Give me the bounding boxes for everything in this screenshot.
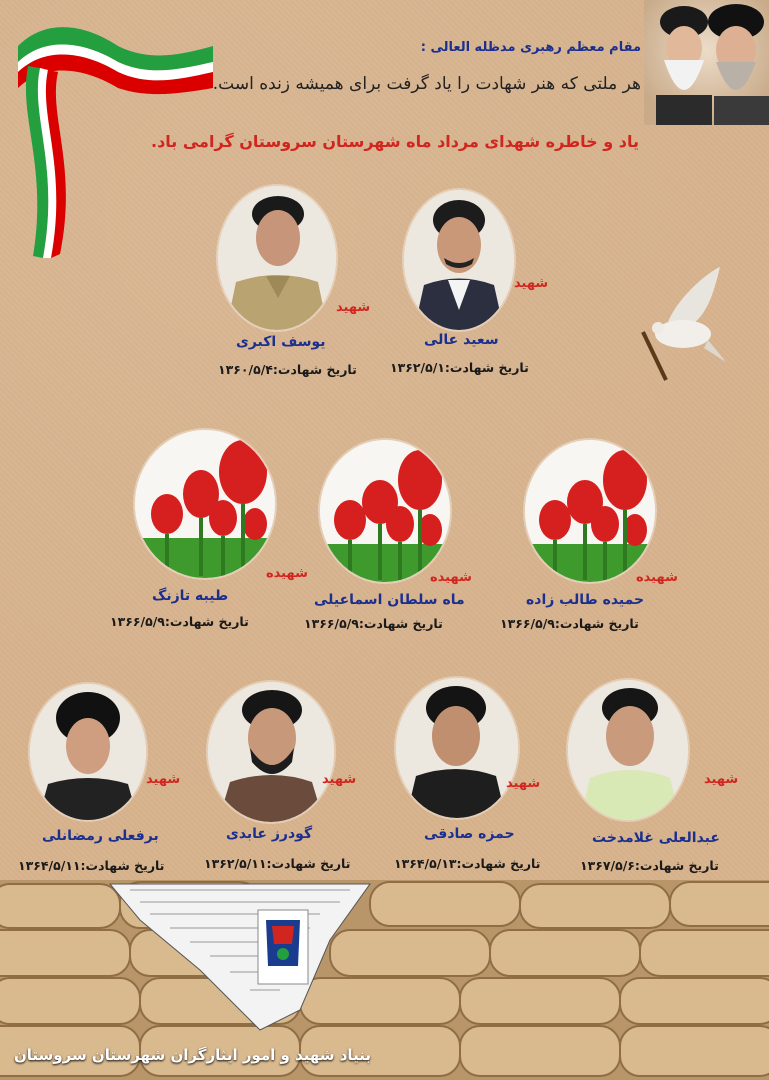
martyr-photo <box>320 440 450 582</box>
martyr-date: تاریخ شهادت:۱۳۶۲/۵/۱۱ <box>204 856 351 871</box>
martyr-name: ماه سلطان اسماعیلی <box>314 592 465 608</box>
martyr-rank: شهیده <box>636 570 678 585</box>
martyr-rank: شهید <box>336 300 371 315</box>
martyr-photo <box>568 680 688 820</box>
martyr-name: سعید عالی <box>424 332 499 348</box>
martyr-rank: شهید <box>506 776 541 791</box>
martyr-date: تاریخ شهادت:۱۳۶۴/۵/۱۱ <box>18 858 165 873</box>
martyr-photo <box>396 678 518 818</box>
martyr-rank: شهیده <box>430 570 472 585</box>
quote-attribution: مقام معظم رهبری مدظله العالی : <box>420 40 641 55</box>
martyr-name: یوسف اکبری <box>236 334 326 350</box>
martyr-photo <box>525 440 655 582</box>
martyr-photo <box>208 682 334 822</box>
martyr-photo <box>218 186 336 330</box>
martyr-name: برفعلی رمضانلی <box>42 828 159 844</box>
portrait-man-uniform-icon <box>218 186 336 330</box>
portrait-young-man-icon <box>568 680 688 820</box>
red-tulips-icon <box>320 440 450 582</box>
foundation-logo-icon <box>258 910 308 984</box>
martyr-date: تاریخ شهادت:۱۳۶۰/۵/۴ <box>218 362 357 377</box>
portrait-man-suit-icon <box>404 190 514 330</box>
martyr-name: طیبه تازنگ <box>152 588 229 604</box>
portrait-young-man-icon <box>30 684 146 820</box>
martyr-rank: شهید <box>514 276 549 291</box>
portrait-young-man-icon <box>396 678 518 818</box>
portrait-bearded-man-icon <box>208 682 334 822</box>
poster-headline: یاد و خاطره شهدای مرداد ماه شهرستان سروستان گرامی باد. <box>150 132 639 151</box>
martyr-name: حمزه صادقی <box>424 826 515 842</box>
dove-with-rifle-icon <box>638 262 728 382</box>
martyr-rank: شهید <box>146 772 181 787</box>
martyr-date: تاریخ شهادت:۱۳۶۴/۵/۱۳ <box>394 856 541 871</box>
martyr-name: گودرز عابدی <box>226 826 313 842</box>
martyr-photo <box>135 430 275 578</box>
martyr-rank: شهید <box>322 772 357 787</box>
martyr-photo <box>30 684 146 820</box>
quote-text: هر ملتی که هنر شهادت را یاد گرفت برای همیشه زنده است. <box>212 74 641 94</box>
martyr-date: تاریخ شهادت:۱۳۶۶/۵/۹ <box>500 616 639 631</box>
martyr-date: تاریخ شهادت:۱۳۶۶/۵/۹ <box>304 616 443 631</box>
martyr-name: حمیده طالب زاده <box>526 592 645 608</box>
martyr-photo <box>404 190 514 330</box>
martyr-name: عبدالعلی غلامدخت <box>592 830 720 846</box>
martyr-rank: شهیده <box>266 566 308 581</box>
red-tulips-icon <box>135 430 275 578</box>
martyr-date: تاریخ شهادت:۱۳۶۲/۵/۱ <box>390 360 529 375</box>
footer-organization: بنیاد شهید و امور ایثارگران شهرستان سروستان <box>14 1046 371 1064</box>
martyr-date: تاریخ شهادت:۱۳۶۷/۵/۶ <box>580 858 719 873</box>
martyr-date: تاریخ شهادت:۱۳۶۶/۵/۹ <box>110 614 249 629</box>
red-tulips-icon <box>525 440 655 582</box>
martyr-rank: شهید <box>704 772 739 787</box>
leaders-portrait-icon <box>644 0 769 125</box>
